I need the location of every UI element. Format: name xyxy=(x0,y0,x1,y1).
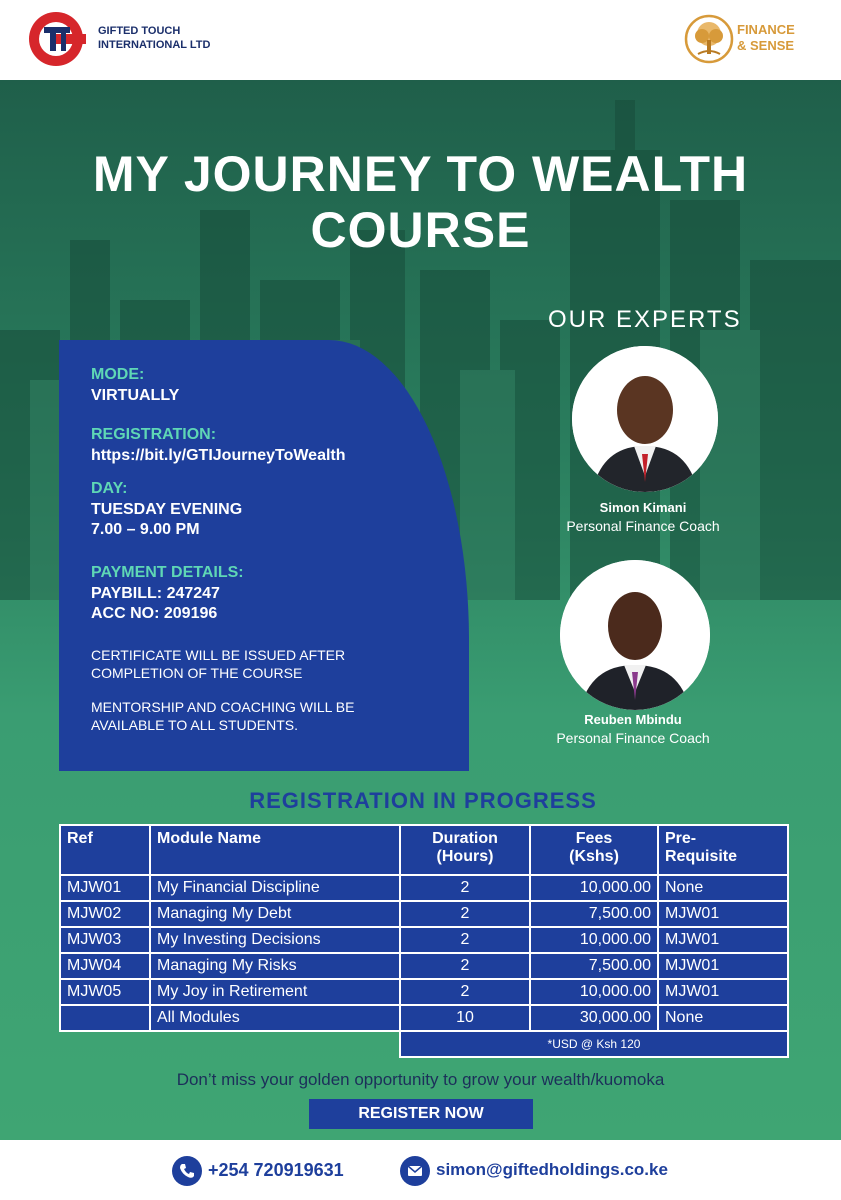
row-duration: 2 xyxy=(400,901,530,927)
row-fees: 7,500.00 xyxy=(530,953,658,979)
row-module: My Joy in Retirement xyxy=(150,979,400,1005)
table-row xyxy=(60,953,788,979)
table-row xyxy=(60,875,788,901)
hero-section xyxy=(0,80,841,1140)
row-ref: MJW02 xyxy=(60,901,150,927)
avatar xyxy=(572,346,718,492)
time-value: 7.00 – 9.00 PM xyxy=(91,521,200,538)
row-ref: MJW01 xyxy=(60,875,150,901)
day-value: TUESDAY EVENING xyxy=(91,501,243,518)
expert-name-1: Simon Kimani xyxy=(599,500,687,515)
registration-link[interactable]: https://bit.ly/GTIJourneyToWealth xyxy=(91,447,346,464)
register-now-button[interactable]: REGISTER NOW xyxy=(309,1099,533,1129)
row-ref: MJW03 xyxy=(60,927,150,953)
expert-photo-reuben xyxy=(560,560,710,710)
title-line-2: COURSE xyxy=(310,202,531,258)
gti-logo-icon xyxy=(26,10,92,68)
row-duration: 2 xyxy=(400,927,530,953)
avatar xyxy=(560,560,710,710)
account-number: ACC NO: 209196 xyxy=(91,605,218,622)
payment-label: PAYMENT DETAILS: xyxy=(91,564,244,581)
mode-value: VIRTUALLY xyxy=(91,387,180,404)
row-ref: MJW05 xyxy=(60,979,150,1005)
header-duration xyxy=(400,825,530,875)
brand-line-2: & SENSE xyxy=(737,38,795,53)
table-row xyxy=(60,901,788,927)
expert-name-2: Reuben Mbindu xyxy=(584,712,682,727)
tagline: Don’t miss your golden opportunity to grow your wealth/kuomoka xyxy=(176,1070,665,1089)
header-fees xyxy=(530,825,658,875)
table-footnote-row xyxy=(60,1031,788,1057)
modules-table xyxy=(59,824,789,1058)
row-prereq: MJW01 xyxy=(658,979,788,1005)
certificate-note: CERTIFICATE WILL BE ISSUED AFTER COMPLETION OF THE COURSE xyxy=(91,647,346,681)
course-title xyxy=(0,146,841,258)
expert-photo-simon xyxy=(572,346,718,492)
experts-heading: OUR EXPERTS xyxy=(548,306,742,333)
header-fees-line2: (Kshs) xyxy=(569,848,619,865)
row-fees: 10,000.00 xyxy=(530,979,658,1005)
expert-role-1: Personal Finance Coach xyxy=(566,518,720,534)
header-ref: Ref xyxy=(60,825,150,875)
row-duration: 2 xyxy=(400,875,530,901)
finance-and-sense-tree-logo-icon xyxy=(684,14,734,64)
header xyxy=(0,0,841,80)
row-prereq: MJW01 xyxy=(658,927,788,953)
phone-number[interactable]: +254 720919631 xyxy=(208,1160,344,1180)
row-module: My Investing Decisions xyxy=(150,927,400,953)
mode-label: MODE: xyxy=(91,366,145,383)
title-line-1: MY JOURNEY TO WEALTH xyxy=(92,146,749,202)
brand-line-1: FINANCE xyxy=(737,22,795,37)
row-module: All Modules xyxy=(150,1005,400,1031)
row-fees: 7,500.00 xyxy=(530,901,658,927)
row-duration: 2 xyxy=(400,953,530,979)
row-prereq: None xyxy=(658,875,788,901)
table-row xyxy=(60,927,788,953)
header-prereq-line2: Requisite xyxy=(665,848,738,865)
header-duration-line2: (Hours) xyxy=(436,848,494,865)
company-name: GIFTED TOUCH INTERNATIONAL LTD xyxy=(98,25,211,51)
header-prereq xyxy=(658,825,788,875)
phone-icon xyxy=(172,1156,202,1186)
row-ref: MJW04 xyxy=(60,953,150,979)
footnote-spacer xyxy=(60,1031,400,1057)
row-prereq: None xyxy=(658,1005,788,1031)
row-duration: 10 xyxy=(400,1005,530,1031)
header-duration-line1: Duration xyxy=(432,830,498,847)
table-row-total xyxy=(60,1005,788,1031)
mentorship-note: MENTORSHIP AND COACHING WILL BE AVAILABLE TO ALL STUDENTS. xyxy=(91,699,355,733)
row-duration: 2 xyxy=(400,979,530,1005)
email-address[interactable]: simon@giftedholdings.co.ke xyxy=(436,1160,668,1179)
mail-icon xyxy=(400,1156,430,1186)
row-fees: 30,000.00 xyxy=(530,1005,658,1031)
header-module: Module Name xyxy=(150,825,400,875)
row-module: Managing My Risks xyxy=(150,953,400,979)
row-module: Managing My Debt xyxy=(150,901,400,927)
brand-name xyxy=(737,22,795,54)
row-fees: 10,000.00 xyxy=(530,927,658,953)
header-prereq-line1: Pre- xyxy=(665,830,697,847)
table-header-row xyxy=(60,825,788,875)
currency-footnote: *USD @ Ksh 120 xyxy=(400,1031,788,1057)
row-module: My Financial Discipline xyxy=(150,875,400,901)
paybill-value: PAYBILL: 247247 xyxy=(91,585,220,602)
registration-heading: REGISTRATION IN PROGRESS xyxy=(249,788,597,813)
course-details-panel xyxy=(59,340,469,771)
row-fees: 10,000.00 xyxy=(530,875,658,901)
registration-label: REGISTRATION: xyxy=(91,426,217,443)
expert-role-2: Personal Finance Coach xyxy=(556,730,710,746)
table-row xyxy=(60,979,788,1005)
row-ref xyxy=(60,1005,150,1031)
row-prereq: MJW01 xyxy=(658,953,788,979)
day-label: DAY: xyxy=(91,480,128,497)
header-fees-line1: Fees xyxy=(575,830,613,847)
row-prereq: MJW01 xyxy=(658,901,788,927)
footer xyxy=(0,1140,841,1200)
